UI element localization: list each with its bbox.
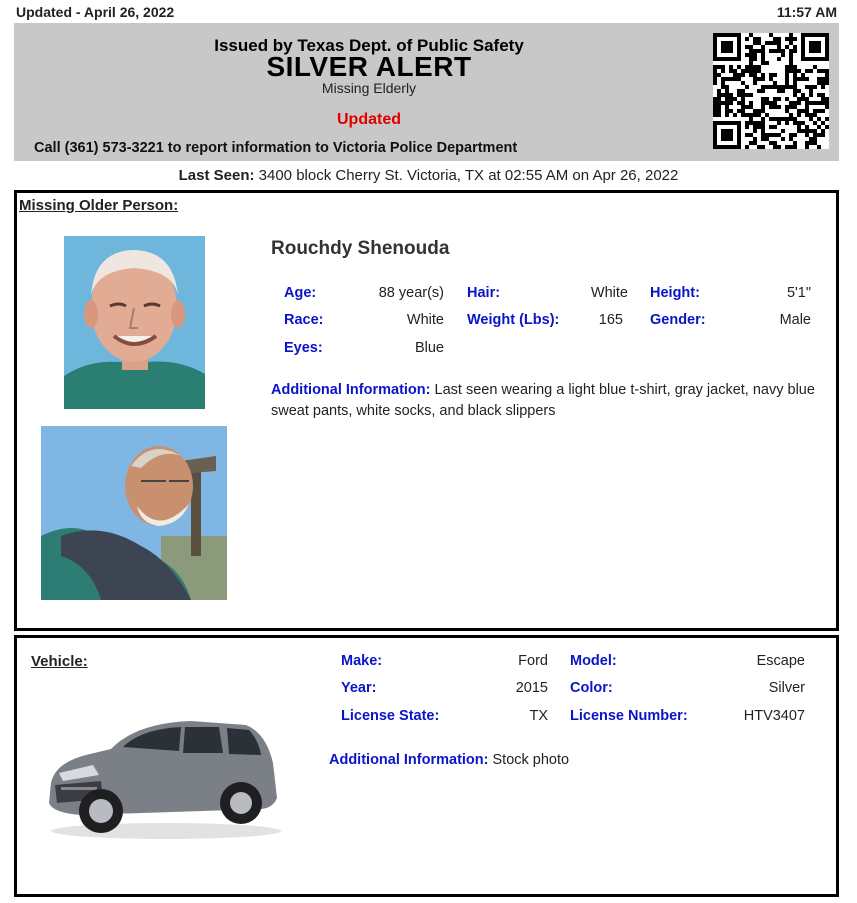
make-value: Ford	[518, 653, 548, 669]
gender-value: Male	[779, 312, 811, 328]
height-value: 5'1"	[786, 285, 811, 301]
year-label: Year:	[341, 680, 377, 696]
hair-value: White	[590, 285, 628, 301]
weight-value: 165	[598, 312, 623, 328]
alert-title: SILVER ALERT	[266, 51, 472, 82]
vehicle-additional-text: Stock photo	[488, 752, 570, 768]
last-seen-value: 3400 block Cherry St. Victoria, TX at 02:55 AM on Apr 26, 2022	[254, 167, 679, 184]
updated-time: 11:57 AM	[776, 4, 837, 20]
eyes-label: Eyes:	[284, 340, 323, 356]
make-label: Make:	[341, 653, 383, 669]
alert-subtitle: Missing Elderly	[321, 80, 417, 96]
status-badge: Updated	[337, 111, 401, 128]
height-label: Height:	[650, 285, 700, 301]
color-label: Color:	[570, 680, 613, 696]
color-value: Silver	[768, 680, 805, 696]
eyes-value: Blue	[414, 340, 444, 356]
weight-label: Weight (Lbs):	[467, 312, 560, 328]
race-value: White	[406, 312, 444, 328]
updated-date: Updated - April 26, 2022	[16, 4, 175, 20]
report-call-text: Call (361) 573-3221 to report information to Victoria Police Department	[34, 140, 518, 156]
age-value: 88 year(s)	[378, 285, 444, 301]
race-label: Race:	[284, 312, 324, 328]
person-name: Rouchdy Shenouda	[271, 238, 450, 259]
vehicle-photo	[41, 703, 286, 843]
missing-person-panel	[14, 190, 839, 631]
person-additional-label: Additional Information:	[271, 382, 431, 398]
person-additional-text: Last seen wearing a light blue t-shirt, gray jacket, navy blue sweat pants, white socks, and black slippers	[271, 382, 815, 419]
license-state-value: TX	[529, 708, 548, 724]
vehicle-additional-label: Additional Information:	[329, 752, 489, 768]
last-seen-label: Last Seen:	[178, 167, 255, 184]
person-section-title: Missing Older Person:	[19, 197, 179, 214]
person-photo-portrait	[64, 236, 205, 409]
person-photo-outdoor	[41, 426, 227, 600]
person-additional-info	[271, 380, 821, 422]
license-number-value: HTV3407	[743, 708, 805, 724]
qr-code-icon[interactable]	[713, 33, 829, 149]
vehicle-section-title: Vehicle:	[31, 653, 88, 670]
top-bar	[16, 4, 837, 22]
gender-label: Gender:	[650, 312, 706, 328]
vehicle-panel	[14, 635, 839, 897]
license-state-label: License State:	[341, 708, 440, 724]
last-seen-line	[0, 167, 857, 184]
alert-header	[14, 23, 839, 161]
year-value: 2015	[515, 680, 548, 696]
age-label: Age:	[284, 285, 317, 301]
model-label: Model:	[570, 653, 617, 669]
hair-label: Hair:	[467, 285, 501, 301]
model-value: Escape	[756, 653, 805, 669]
issuing-agency: Issued by Texas Dept. of Public Safety	[214, 36, 524, 55]
vehicle-additional-info	[329, 750, 809, 771]
license-number-label: License Number:	[570, 708, 688, 724]
